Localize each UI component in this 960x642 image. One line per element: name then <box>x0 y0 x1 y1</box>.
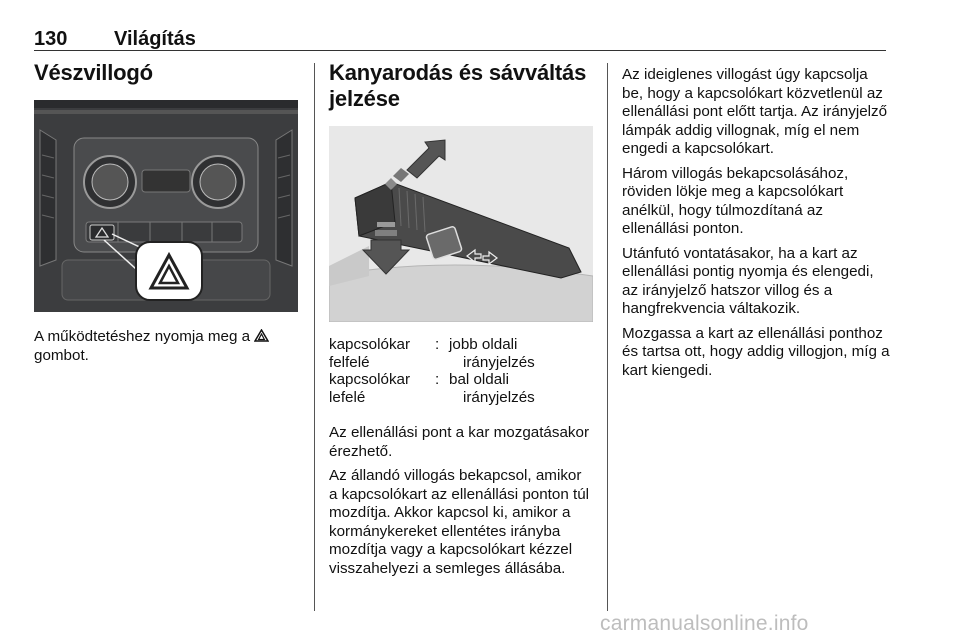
lever-definition-list <box>329 336 593 406</box>
chapter-title: Világítás <box>114 28 196 50</box>
column-divider <box>607 63 608 611</box>
dashboard-drawing <box>34 100 298 312</box>
turn-signal-heading: Kanyarodás és sávváltás jelzése <box>329 60 587 111</box>
page-number: 130 <box>34 28 68 50</box>
hazard-switch-illustration <box>34 100 298 312</box>
hazard-caption: A működtetéshez nyomja meg a gombot. <box>34 328 300 365</box>
turn-signal-lever-illustration <box>329 126 593 322</box>
continuous-flash-paragraph: Az állandó villogás bekapcsol, amikor a kapcsolókart az ellenállási ponton túl mozdítja. Akkor kapcsol ki, amikor a kormánykereket ellentétes irányba mozdítja vagy a kapcsolókart kézzel visszahelyezi a semleges állásába. <box>329 467 590 577</box>
definition-row: kapcsolókar felfelé : jobb oldali irányjelzés <box>329 336 535 371</box>
hazard-heading: Vészvillogó <box>34 60 153 85</box>
hazard-section <box>34 60 300 365</box>
temporary-flash-paragraph: Az ideiglenes villogást úgy kapcsolja be, hogy a kapcsolókart közvetlenül az ellenállási pont előtt tartja. Az irányjelző lámpák addig villognak, míg el nem engedi a kapcsolókart. <box>622 66 888 157</box>
lever-drawing <box>329 126 593 322</box>
resistance-paragraph: Az ellenállási pont a kar mozgatásakor érezhető. <box>329 424 590 460</box>
turn-signal-section <box>329 60 593 578</box>
watermark: carmanualsonline.info <box>600 612 809 635</box>
flash-modes-section <box>622 60 892 380</box>
column-divider <box>314 63 315 611</box>
three-flash-paragraph: Három villogás bekapcsolásához, röviden lökje meg a kapcsolókart anélkül, hogy túlmozdítaná az ellenállási ponton. <box>622 164 849 237</box>
page-header <box>34 24 886 52</box>
definition-row: kapcsolókar lefelé : bal oldali irányjelzés <box>329 371 535 406</box>
hold-paragraph: Mozgassa a kart az ellenállási ponthoz és tartsa ott, hogy addig villogjon, míg a kart kiengedi. <box>622 324 890 379</box>
header-rule <box>34 50 886 51</box>
trailer-paragraph: Utánfutó vontatásakor, ha a kart az ellenállási pontig nyomja és elengedi, az irányjelző hatszor villog és a hangfrekvencia váltakozik. <box>622 244 874 317</box>
hazard-triangle-icon <box>254 329 269 342</box>
